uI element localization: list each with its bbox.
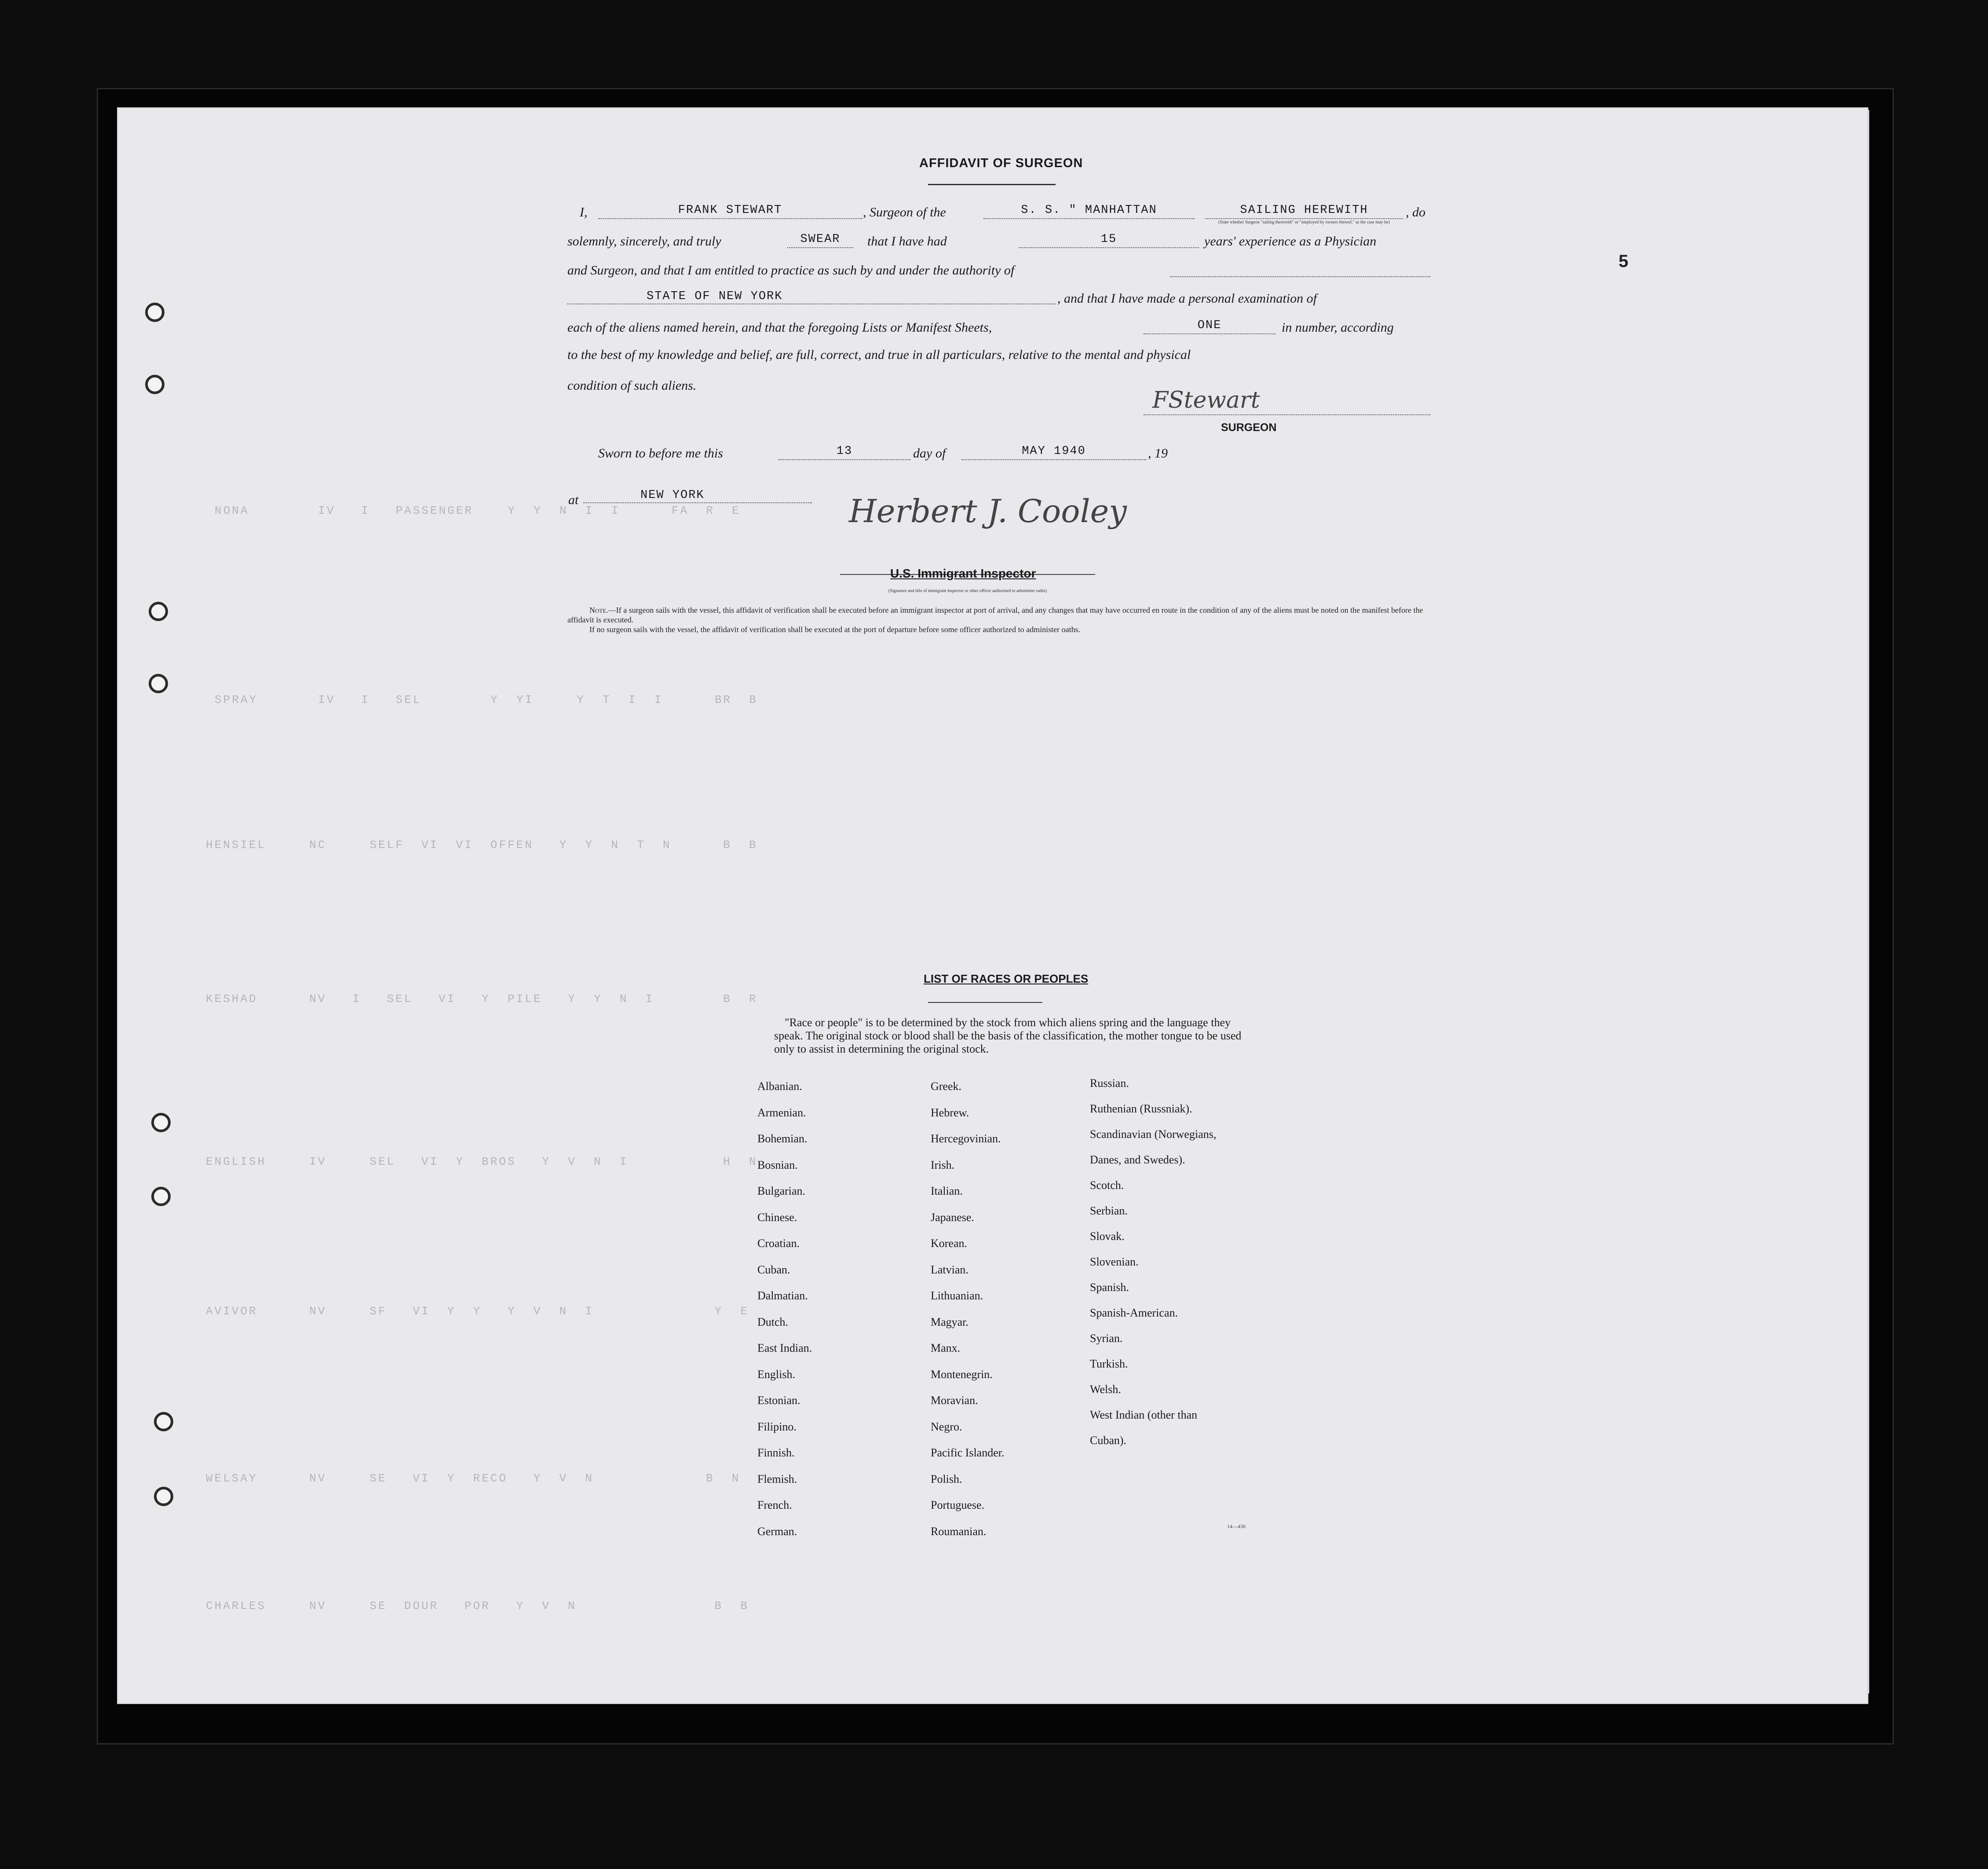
race-entry: Turkish. xyxy=(1090,1357,1128,1370)
race-entry: Cuban). xyxy=(1090,1434,1127,1447)
punch-hole xyxy=(154,1487,173,1506)
race-entry: Dalmatian. xyxy=(757,1289,808,1302)
bleed-through-text: WELSAY NV SE VI Y RECO Y V N B N xyxy=(206,1472,741,1485)
sworn-day-of: day of xyxy=(913,446,946,461)
years-field: 15 xyxy=(1019,232,1199,248)
race-entry: Bohemian. xyxy=(757,1132,808,1145)
race-entry: Negro. xyxy=(931,1420,962,1433)
races-title-rule xyxy=(928,1002,1042,1003)
at-prefix: at xyxy=(568,493,579,507)
oath-field: SWEAR xyxy=(787,232,853,248)
race-entry: Magyar. xyxy=(931,1315,968,1328)
race-entry: Chinese. xyxy=(757,1211,797,1224)
race-entry: Polish. xyxy=(931,1472,962,1485)
race-entry: Hercegovinian. xyxy=(931,1132,1001,1145)
race-entry: Scandinavian (Norwegians, xyxy=(1090,1128,1217,1141)
race-entry: German. xyxy=(757,1525,797,1538)
race-entry: Irish. xyxy=(931,1158,955,1171)
line6: to the best of my knowledge and belief, are full, correct, and true in all particulars, relative to the mental and physical xyxy=(567,347,1191,362)
sworn-prefix: Sworn to before me this xyxy=(598,446,723,461)
race-entry: Filipino. xyxy=(757,1420,797,1433)
note-lead: Note. xyxy=(589,606,608,614)
race-entry: Slovenian. xyxy=(1090,1255,1139,1268)
line7: condition of such aliens. xyxy=(567,378,697,393)
race-entry: Flemish. xyxy=(757,1472,797,1485)
surgeon-signature-line xyxy=(1144,414,1430,415)
line4-suffix: , and that I have made a personal examination of xyxy=(1057,291,1317,306)
race-entry: Spanish. xyxy=(1090,1281,1129,1294)
race-entry: Manx. xyxy=(931,1342,961,1354)
punch-hole xyxy=(154,1412,173,1431)
bleed-through-text: KESHAD NV I SEL VI Y PILE Y Y N I B R xyxy=(206,992,758,1006)
races-column-3 xyxy=(1090,1071,1216,1453)
line2-mid: that I have had xyxy=(867,234,947,249)
punch-hole xyxy=(145,375,164,394)
title-rule xyxy=(928,184,1056,185)
race-entry: Syrian. xyxy=(1090,1332,1123,1345)
punch-hole xyxy=(149,602,168,621)
punch-hole xyxy=(149,674,168,693)
bleed-through-text: ENGLISH IV SEL VI Y BROS Y V N I H N xyxy=(206,1155,758,1168)
status-field: SAILING HEREWITH xyxy=(1205,203,1403,219)
inspector-signature: Herbert J. Cooley xyxy=(849,493,1127,530)
race-entry: Albanian. xyxy=(757,1080,802,1093)
line3-blank xyxy=(1170,261,1430,277)
note-text2: If no surgeon sails with the vessel, the affidavit of verification shall be executed at the port of departure before some officer authorized to administer oaths. xyxy=(589,625,1081,634)
race-entry: East Indian. xyxy=(757,1342,812,1354)
authority-field: STATE OF NEW YORK xyxy=(567,289,1056,304)
line5-suffix: in number, according xyxy=(1282,320,1394,335)
line2-suffix: years' experience as a Physician xyxy=(1204,234,1377,249)
bleed-through-text: HENSIEL NC SELF VI VI OFFEN Y Y N T N B B xyxy=(206,838,758,852)
surgeon-signature: FStewart xyxy=(1152,387,1260,413)
race-entry: Croatian. xyxy=(757,1237,800,1250)
race-entry: Serbian. xyxy=(1090,1204,1128,1217)
race-entry: West Indian (other than xyxy=(1090,1408,1198,1421)
race-entry: Moravian. xyxy=(931,1394,978,1407)
race-entry: Danes, and Swedes). xyxy=(1090,1153,1185,1166)
place-field: NEW YORK xyxy=(583,488,812,503)
line5-prefix: each of the aliens named herein, and that the foregoing Lists or Manifest Sheets, xyxy=(567,320,992,335)
status-note: (State whether Surgeon "sailing therewith" or "employed by owners thereof," as the case may be) xyxy=(1218,220,1390,225)
race-entry: Bulgarian. xyxy=(757,1185,806,1197)
surgeon-label: SURGEON xyxy=(1221,421,1277,434)
race-entry: Slovak. xyxy=(1090,1230,1125,1243)
race-entry: English. xyxy=(757,1368,795,1381)
race-entry: Ruthenian (Russniak). xyxy=(1090,1102,1192,1115)
sworn-month-year-field: MAY 1940 xyxy=(961,444,1146,460)
races-title: LIST OF RACES OR PEOPLES xyxy=(924,972,1089,985)
manifest-note xyxy=(567,605,1434,634)
sworn-day-field: 13 xyxy=(778,444,910,460)
race-entry: Greek. xyxy=(931,1080,962,1093)
line1-prefix: I, xyxy=(580,205,588,219)
race-entry: Spanish-American. xyxy=(1090,1306,1178,1319)
race-entry: Japanese. xyxy=(931,1211,974,1224)
bleed-through-text: CHARLES NV SE DOUR POR Y V N B B xyxy=(206,1599,749,1613)
race-entry: French. xyxy=(757,1499,792,1511)
form-number: 14—430 xyxy=(1227,1523,1246,1529)
inspector-title: U.S. Immigrant Inspector xyxy=(890,567,1036,580)
page-number: 5 xyxy=(1619,252,1629,271)
race-entry: Pacific Islander. xyxy=(931,1446,1005,1459)
race-entry: Montenegrin. xyxy=(931,1368,993,1381)
race-entry: Cuban. xyxy=(757,1263,790,1276)
punch-hole xyxy=(151,1113,171,1132)
bleed-through-text: AVIVOR NV SF VI Y Y Y V N I Y E xyxy=(206,1305,749,1318)
punch-hole xyxy=(145,303,164,322)
races-column-2 xyxy=(931,1073,1005,1544)
race-entry: Bosnian. xyxy=(757,1158,798,1171)
race-entry: Dutch. xyxy=(757,1315,789,1328)
sheet-count-field: ONE xyxy=(1144,318,1275,334)
line1-mid: , Surgeon of the xyxy=(863,205,946,219)
race-entry: Italian. xyxy=(931,1185,963,1197)
race-entry: Korean. xyxy=(931,1237,968,1250)
race-entry: Scotch. xyxy=(1090,1179,1124,1192)
race-entry: Hebrew. xyxy=(931,1106,969,1119)
race-entry: Portuguese. xyxy=(931,1499,985,1511)
inspector-note: (Signature and title of immigrant inspector or other officer authorized to administer oaths) xyxy=(888,589,1047,593)
line3: and Surgeon, and that I am entitled to practice as such by and under the authority of xyxy=(567,263,1015,278)
bleed-through-text: SPRAY IV I SEL Y YI Y T I I BR B xyxy=(215,693,758,706)
surgeon-name-field: FRANK STEWART xyxy=(598,203,862,219)
race-entry: Lithuanian. xyxy=(931,1289,983,1302)
sworn-suffix: , 19 xyxy=(1148,446,1168,461)
races-intro: "Race or people" is to be determined by the stock from which aliens spring and the language they speak. The original stock or blood shall be the basis of the classification, the mother tongue to be used only to assist in determining the original stock. xyxy=(774,1016,1242,1055)
vessel-field: S. S. " MANHATTAN xyxy=(983,203,1195,219)
race-entry: Russian. xyxy=(1090,1077,1129,1090)
race-entry: Finnish. xyxy=(757,1446,795,1459)
line1-suffix: , do xyxy=(1406,205,1425,219)
race-entry: Welsh. xyxy=(1090,1383,1121,1396)
line2-prefix: solemnly, sincerely, and truly xyxy=(567,234,721,249)
race-entry: Roumanian. xyxy=(931,1525,987,1538)
note-text1: —If a surgeon sails with the vessel, this affidavit of verification shall be executed before an immigrant inspector at port of arrival, and any changes that may have occurred en route in the condition of any of the aliens must be noted on the manifest before the affidavit is executed. xyxy=(567,606,1423,624)
race-entry: Latvian. xyxy=(931,1263,968,1276)
races-column-1 xyxy=(757,1073,812,1544)
bleed-through-text: NONA IV I PASSENGER Y Y N I I FA R E xyxy=(215,504,741,517)
race-entry: Estonian. xyxy=(757,1394,800,1407)
affidavit-title: AFFIDAVIT OF SURGEON xyxy=(919,156,1083,170)
punch-hole xyxy=(151,1187,171,1206)
race-entry: Armenian. xyxy=(757,1106,806,1119)
